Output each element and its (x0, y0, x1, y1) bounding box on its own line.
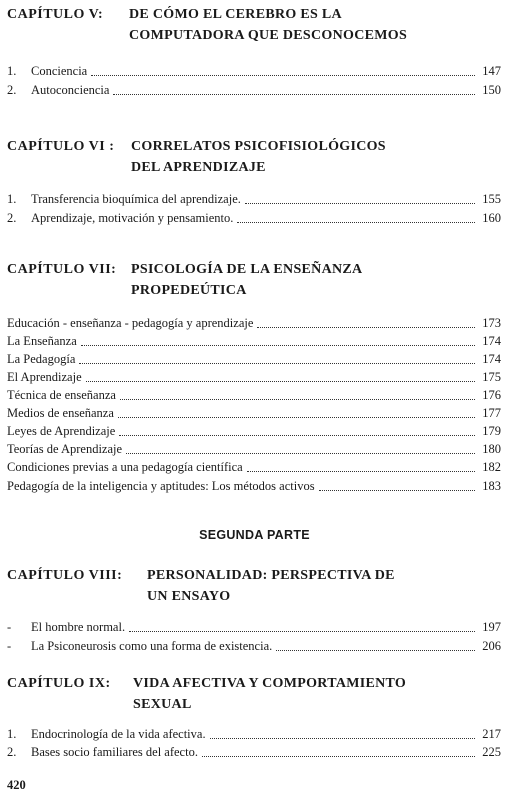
dot-leader (237, 222, 475, 223)
entry-title: Teorías de Aprendizaje (7, 442, 123, 456)
entry-title: Técnica de enseñanza (7, 388, 116, 402)
chapter-heading-vii (7, 259, 501, 301)
chapter-heading-viii (7, 565, 501, 607)
entry-page: 173 (482, 316, 501, 330)
toc-entry[interactable] (7, 62, 501, 80)
entry-title: Conciencia (31, 64, 88, 78)
entry-page: 160 (482, 211, 501, 225)
entry-title: La Psiconeurosis como una forma de existencia. (31, 639, 273, 653)
entry-page: 177 (482, 406, 501, 420)
entry-title: Autoconciencia (31, 83, 110, 97)
entry-number: 2. (7, 211, 17, 225)
toc-entry[interactable] (7, 209, 501, 227)
entry-page: 147 (482, 64, 501, 78)
entry-bullet: - (7, 620, 12, 634)
entry-title: La Pedagogía (7, 352, 76, 366)
entry-title: Endocrinología de la vida afectiva. (31, 727, 206, 741)
chapter-number: CAPÍTULO VI : (7, 139, 115, 154)
chapter-number: CAPÍTULO VII: (7, 262, 117, 277)
entry-page: 150 (482, 83, 501, 97)
entry-number: 2. (7, 745, 17, 759)
chapter-number: CAPÍTULO IX: (7, 676, 111, 691)
toc-entry[interactable] (7, 725, 501, 743)
entry-page: 182 (482, 460, 501, 474)
toc-entry[interactable] (7, 618, 501, 636)
chapter-title-line-1: PERSONALIDAD: PERSPECTIVA DE (147, 568, 395, 583)
chapter-title-line-1: PSICOLOGÍA DE LA ENSEÑANZA (131, 262, 363, 277)
entry-title: Educación - enseñanza - pedagogía y aprendizaje (7, 316, 254, 330)
chapter-title-line-1: CORRELATOS PSICOFISIOLÓGICOS (131, 139, 386, 154)
entry-number: 1. (7, 727, 17, 741)
entry-title: Medios de enseñanza (7, 406, 114, 420)
entry-title: Pedagogía de la inteligencia y aptitudes: Los métodos activos (7, 479, 315, 493)
toc-entry[interactable] (7, 81, 501, 99)
dot-leader (210, 738, 475, 739)
toc-entry[interactable] (7, 368, 501, 386)
dot-leader (129, 631, 475, 632)
part-heading: SEGUNDA PARTE (199, 528, 310, 542)
entry-page: 155 (482, 192, 501, 206)
entry-title: El hombre normal. (31, 620, 126, 634)
entry-page: 175 (482, 370, 501, 384)
entry-page: 217 (482, 727, 501, 741)
entry-page: 197 (482, 620, 501, 634)
chapter-title-line-2: SEXUAL (133, 697, 192, 712)
chapter-title-line-1: DE CÓMO EL CEREBRO ES LA (129, 7, 342, 22)
entry-title: Leyes de Aprendizaje (7, 424, 116, 438)
entry-number: 1. (7, 64, 17, 78)
dot-leader (118, 417, 475, 418)
entry-title: El Aprendizaje (7, 370, 82, 384)
entry-bullet: - (7, 639, 12, 653)
entry-page: 183 (482, 479, 501, 493)
entry-title: Bases socio familiares del afecto. (31, 745, 198, 759)
chapter-number: CAPÍTULO VIII: (7, 568, 123, 583)
toc-entry[interactable] (7, 458, 501, 476)
chapter-title-line-2: UN ENSAYO (147, 589, 231, 604)
entry-page: 176 (482, 388, 501, 402)
dot-leader (91, 75, 475, 76)
page-number: 420 (7, 778, 26, 792)
entry-page: 180 (482, 442, 501, 456)
toc-entry[interactable] (7, 477, 501, 495)
toc-entry[interactable] (7, 404, 501, 422)
dot-leader (319, 490, 475, 491)
toc-entry[interactable] (7, 190, 501, 208)
toc-entry[interactable] (7, 422, 501, 440)
dot-leader (81, 345, 475, 346)
entry-title: Condiciones previas a una pedagogía científica (7, 460, 243, 474)
toc-entry[interactable] (7, 637, 501, 655)
entry-page: 174 (482, 334, 501, 348)
dot-leader (120, 399, 475, 400)
chapter-title-line-2: DEL APRENDIZAJE (131, 160, 266, 175)
entry-page: 206 (482, 639, 501, 653)
entry-page: 174 (482, 352, 501, 366)
dot-leader (113, 94, 475, 95)
toc-entry[interactable] (7, 332, 501, 350)
chapter-heading-vi (7, 136, 501, 178)
toc-entry[interactable] (7, 386, 501, 404)
dot-leader (126, 453, 475, 454)
toc-entry[interactable] (7, 314, 501, 332)
chapter-heading-v (7, 4, 501, 46)
dot-leader (202, 756, 475, 757)
entry-number: 2. (7, 83, 17, 97)
chapter-title-line-2: COMPUTADORA QUE DESCONOCEMOS (129, 28, 408, 43)
dot-leader (119, 435, 475, 436)
dot-leader (245, 203, 475, 204)
entry-title: Transferencia bioquímica del aprendizaje. (31, 192, 241, 206)
toc-entry[interactable] (7, 743, 501, 761)
dot-leader (86, 381, 475, 382)
chapter-number: CAPÍTULO V: (7, 7, 104, 22)
entry-title: Aprendizaje, motivación y pensamiento. (31, 211, 234, 225)
entry-page: 179 (482, 424, 501, 438)
dot-leader (257, 327, 475, 328)
entry-number: 1. (7, 192, 17, 206)
dot-leader (276, 650, 475, 651)
entry-page: 225 (482, 745, 501, 759)
dot-leader (79, 363, 475, 364)
toc-entry[interactable] (7, 350, 501, 368)
chapter-title-line-1: VIDA AFECTIVA Y COMPORTAMIENTO (133, 676, 407, 691)
chapter-title-line-2: PROPEDEÚTICA (131, 283, 247, 298)
dot-leader (247, 471, 475, 472)
entry-title: La Enseñanza (7, 334, 77, 348)
chapter-heading-ix (7, 673, 501, 715)
toc-entry[interactable] (7, 440, 501, 458)
